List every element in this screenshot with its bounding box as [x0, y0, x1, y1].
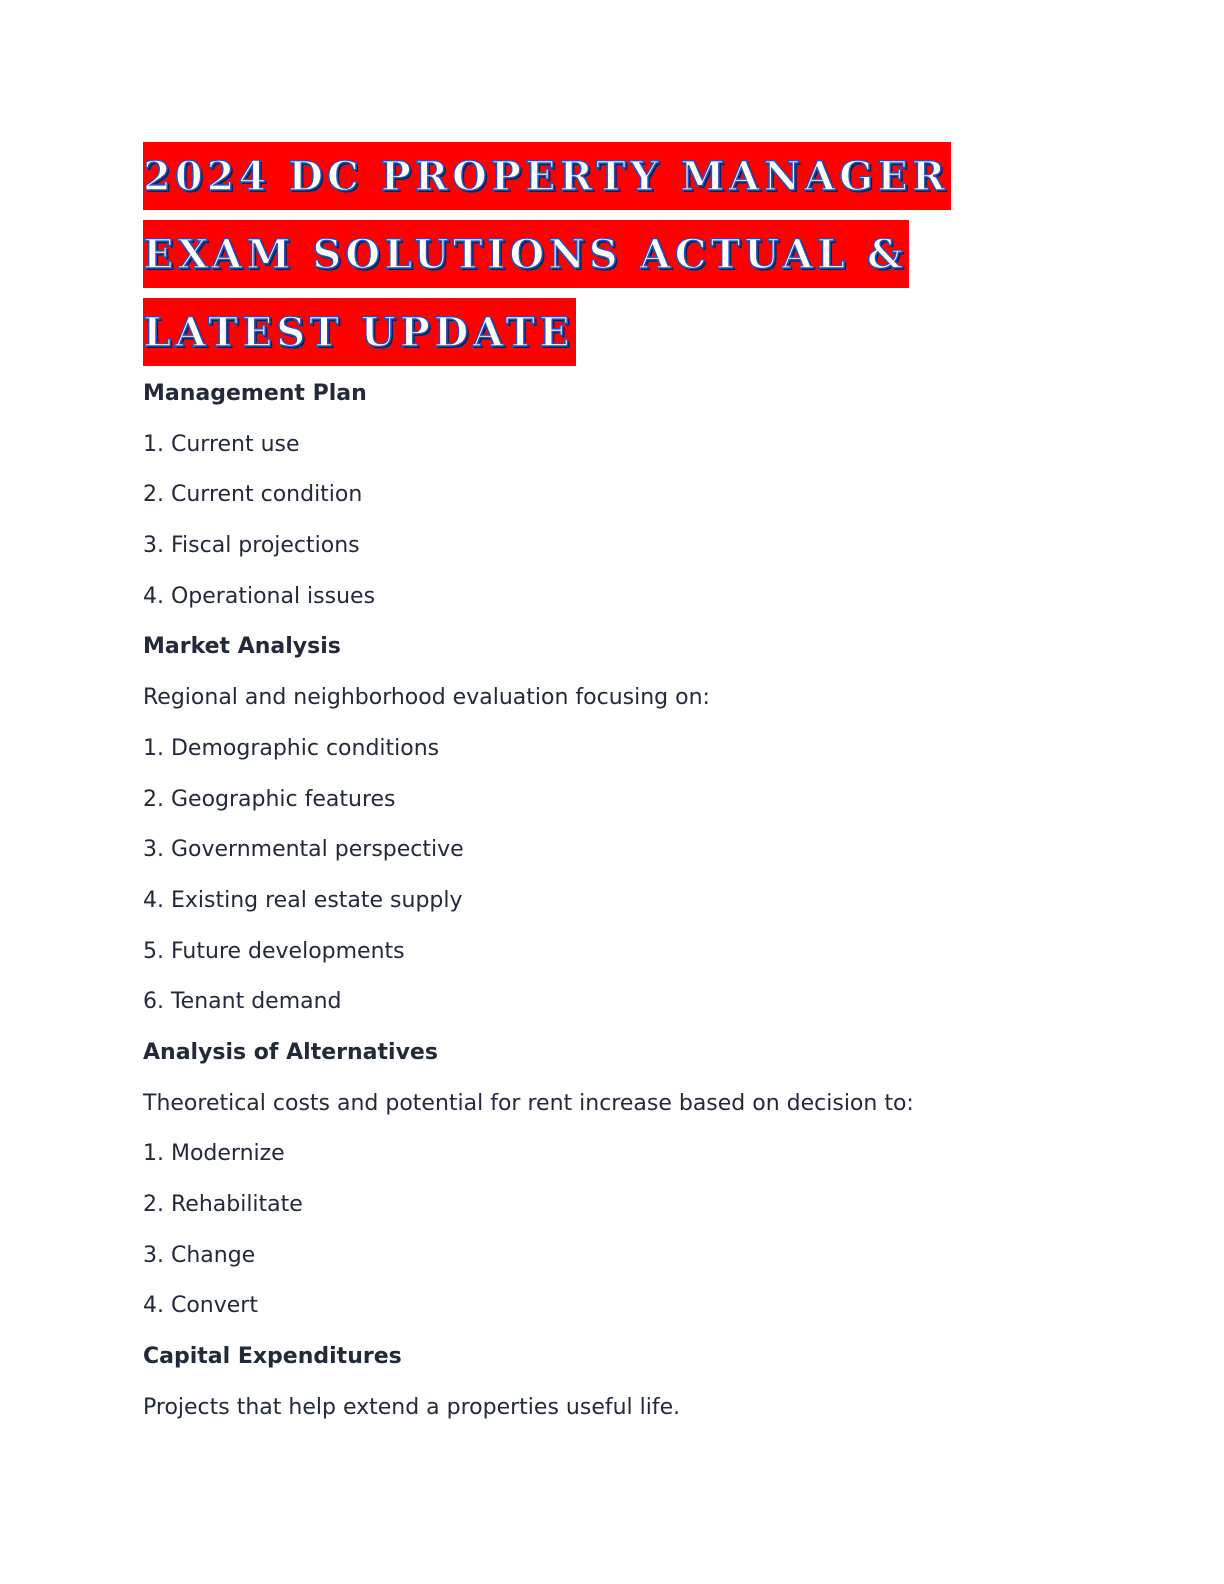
- list-item: 6. Tenant demand: [143, 989, 342, 1015]
- section-intro-analysis-of-alternatives: Theoretical costs and potential for rent increase based on decision to:: [143, 1090, 914, 1116]
- section-heading-market-analysis: Market Analysis: [143, 634, 341, 660]
- list-item: 1. Demographic conditions: [143, 735, 440, 761]
- title-line-1-text: 2024 DC PROPERTY MANAGER: [143, 142, 951, 210]
- section-heading-capital-expenditures: Capital Expenditures: [143, 1344, 402, 1370]
- title-line-2: [143, 220, 951, 288]
- title-line-2-text: EXAM SOLUTIONS ACTUAL &: [143, 220, 909, 288]
- title-line-3: [143, 298, 951, 366]
- list-item: 4. Convert: [143, 1293, 258, 1319]
- title-line-3-text: LATEST UPDATE: [143, 298, 576, 366]
- list-item: 3. Fiscal projections: [143, 533, 360, 559]
- list-item: 4. Existing real estate supply: [143, 887, 463, 913]
- document-body: [143, 372, 1103, 1436]
- list-item: 1. Modernize: [143, 1141, 285, 1167]
- section-intro-market-analysis: Regional and neighborhood evaluation focusing on:: [143, 685, 710, 711]
- section-heading-management-plan: Management Plan: [143, 381, 367, 406]
- title-line-1: [143, 142, 951, 210]
- list-item: 2. Geographic features: [143, 786, 396, 812]
- list-item: 5. Future developments: [143, 938, 405, 964]
- list-item: 4. Operational issues: [143, 583, 376, 609]
- list-item: 3. Governmental perspective: [143, 837, 464, 863]
- list-item: 1. Current use: [143, 431, 300, 457]
- document-title: [143, 142, 951, 376]
- section-intro-capital-expenditures: Projects that help extend a properties useful life.: [143, 1394, 681, 1420]
- list-item: 3. Change: [143, 1242, 256, 1268]
- list-item: 2. Rehabilitate: [143, 1192, 303, 1217]
- section-heading-analysis-of-alternatives: Analysis of Alternatives: [143, 1039, 438, 1065]
- list-item: 2. Current condition: [143, 482, 363, 508]
